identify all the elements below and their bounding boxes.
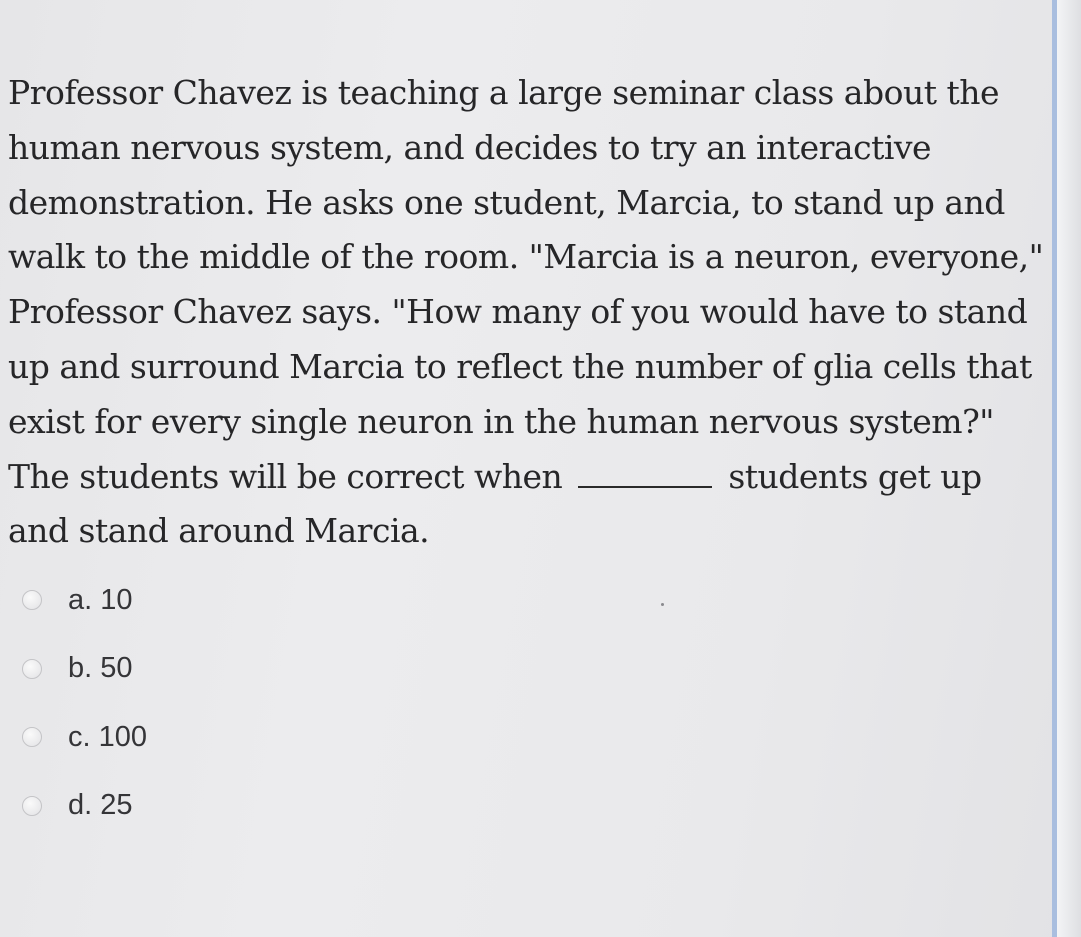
option-a[interactable] <box>22 566 147 635</box>
window-edge <box>1057 0 1081 937</box>
radio-button-d[interactable] <box>22 796 42 816</box>
option-label-b <box>68 652 133 685</box>
screen-speck <box>661 603 664 606</box>
option-value-d: 25 <box>100 789 133 822</box>
option-value-a: 10 <box>100 583 133 616</box>
option-b[interactable] <box>22 635 147 704</box>
option-label-a <box>68 584 133 617</box>
radio-button-a[interactable] <box>22 590 42 610</box>
option-letter-a: a. <box>68 583 93 616</box>
option-value-b: 50 <box>100 652 133 685</box>
radio-button-b[interactable] <box>22 659 42 679</box>
answer-blank <box>578 456 712 488</box>
option-value-c: 100 <box>98 720 148 753</box>
option-d[interactable] <box>22 772 147 841</box>
option-letter-c: c. <box>68 720 91 753</box>
radio-button-c[interactable] <box>22 727 42 747</box>
option-label-c <box>68 721 147 754</box>
option-letter-d: d. <box>68 789 93 822</box>
question-text-after-blank: students get up and stand around Marcia. <box>8 456 982 551</box>
option-c[interactable] <box>22 703 147 772</box>
option-letter-b: b. <box>68 652 93 685</box>
question-text-before-blank: Professor Chavez is teaching a large seminar class about the human nervous system, and decides to try an interactive demonstration. He asks one student, Marcia, to stand up and walk to the middle of the room. "Marcia is a neuron, everyone," Professor Chavez says. "How many of you would have to stand up and surround Marcia to reflect the number of glia cells that exist for every single neuron in the human nervous system?" The students will be correct when <box>8 73 1044 496</box>
question-text <box>8 66 1044 559</box>
option-label-d <box>68 789 133 822</box>
answer-options <box>22 566 147 840</box>
